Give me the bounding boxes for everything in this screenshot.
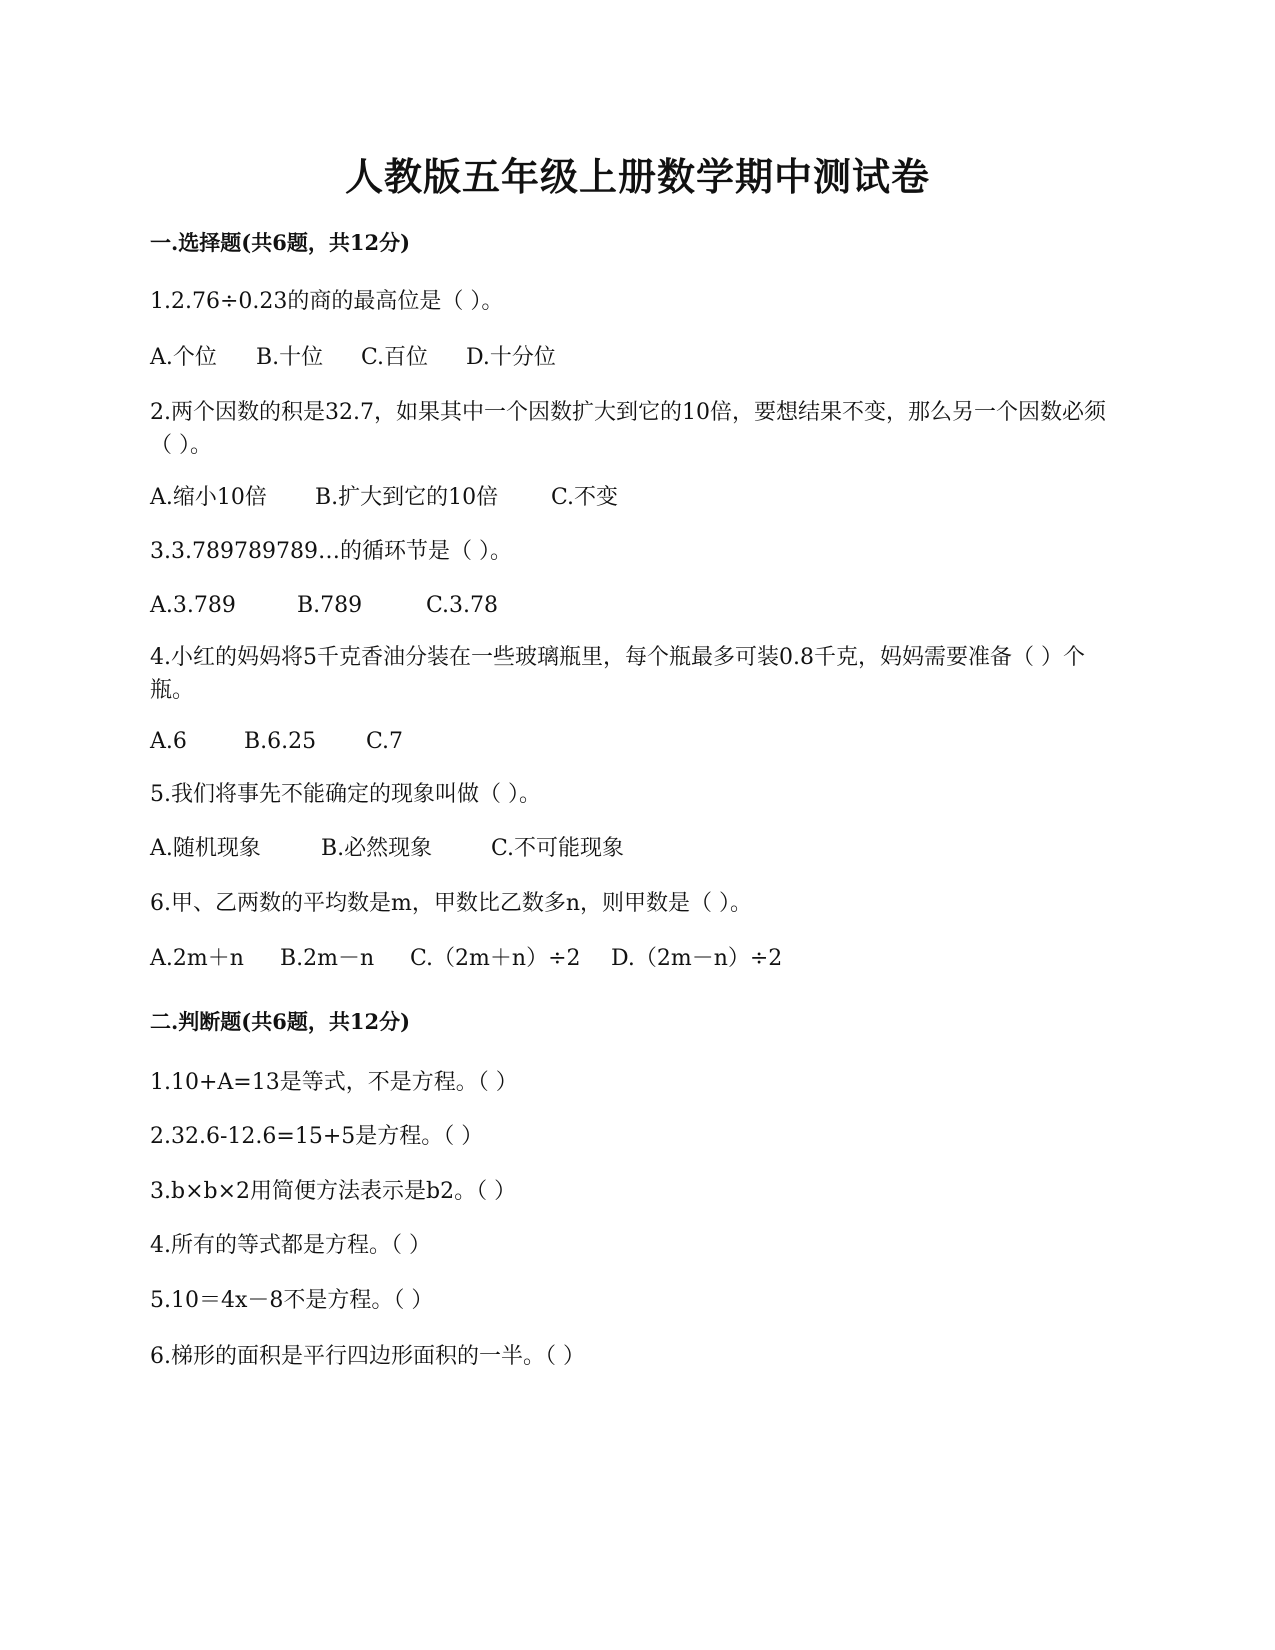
- choice-question-5: 5.我们将事先不能确定的现象叫做（ ）。: [150, 782, 541, 807]
- option-d: D.（2m－n）÷2: [611, 946, 783, 971]
- option-b: B.必然现象: [321, 836, 433, 861]
- option-a: A.3.789: [150, 593, 236, 618]
- page-title: 人教版五年级上册数学期中测试卷: [344, 154, 930, 199]
- choice-question-4: 4.小红的妈妈将5千克香油分装在一些玻璃瓶里，每个瓶最多可装0.8千克，妈妈需要准备（ ）个瓶。: [150, 645, 1085, 703]
- option-c: C.不可能现象: [491, 836, 625, 861]
- judgement-question-2: 2.32.6-12.6=15+5是方程。（ ）: [150, 1124, 484, 1149]
- option-a: A.缩小10倍: [150, 485, 267, 510]
- judgement-question-1: 1.10+A=13是等式，不是方程。（ ）: [150, 1070, 518, 1095]
- choice-question-2: 2.两个因数的积是32.7，如果其中一个因数扩大到它的10倍，要想结果不变，那么另一个因数必须（ ）。: [150, 400, 1106, 458]
- choice-question-3: 3.3.789789789…的循环节是（ ）。: [150, 539, 512, 564]
- option-b: B.6.25: [244, 729, 317, 754]
- option-a: A.个位: [150, 345, 217, 370]
- section-heading-choice: 一.选择题(共6题，共12分): [150, 230, 411, 255]
- option-b: B.扩大到它的10倍: [315, 485, 499, 510]
- option-b: B.789: [297, 593, 363, 618]
- judgement-question-4: 4.所有的等式都是方程。（ ）: [150, 1233, 431, 1258]
- option-b: B.十位: [256, 345, 324, 370]
- section-heading-judgement: 二.判断题(共6题，共12分): [150, 1009, 411, 1034]
- option-a: A.2m＋n: [150, 946, 244, 971]
- judgement-question-3: 3.b×b×2用简便方法表示是b2。（ ）: [150, 1179, 517, 1204]
- option-c: C.不变: [551, 485, 619, 510]
- judgement-question-6: 6.梯形的面积是平行四边形面积的一半。（ ）: [150, 1344, 585, 1369]
- choice-question-1: 1.2.76÷0.23的商的最高位是（ ）。: [150, 289, 504, 314]
- option-d: D.十分位: [466, 345, 556, 370]
- option-c: C.百位: [361, 345, 429, 370]
- judgement-question-5: 5.10＝4x－8不是方程。（ ）: [150, 1288, 434, 1313]
- option-b: B.2m－n: [280, 946, 375, 971]
- choice-question-6: 6.甲、乙两数的平均数是m，甲数比乙数多n，则甲数是（ ）。: [150, 891, 753, 916]
- option-a: A.随机现象: [150, 836, 261, 861]
- option-a: A.6: [150, 729, 187, 754]
- option-c: C.7: [366, 729, 404, 754]
- option-c: C.3.78: [426, 593, 499, 618]
- option-c: C.（2m＋n）÷2: [410, 946, 581, 971]
